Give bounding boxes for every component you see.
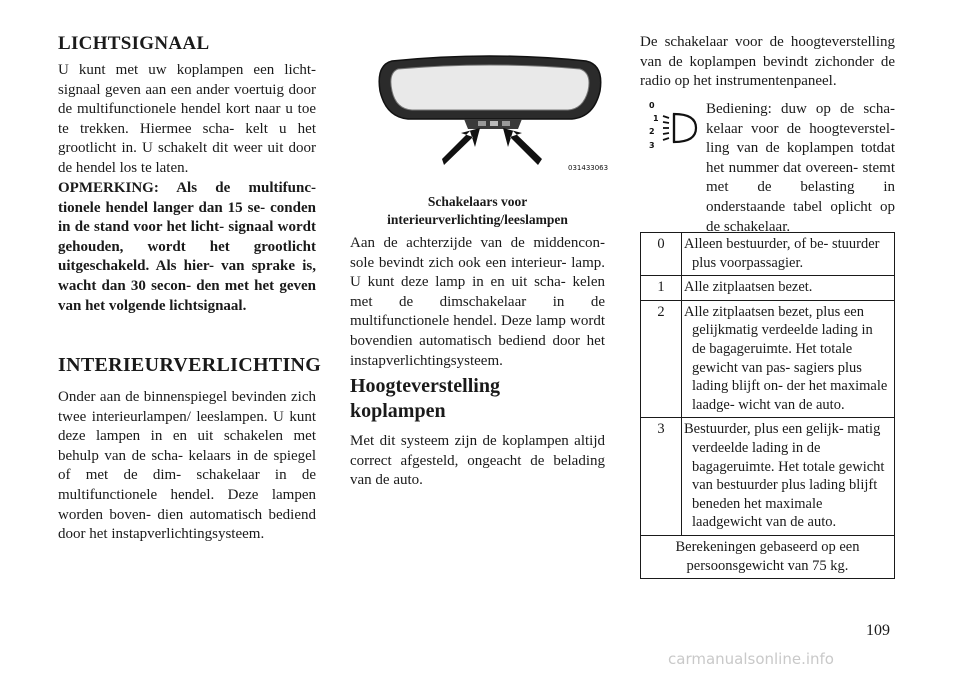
middenconsole-body: Aan de achterzijde van de middencon- sole bevindt zich ook een interieur- lamp. U kunt deze lamp in en uit scha- kelen met de dimschakelaar in de multifunctionele hendel. Deze lamp wordt bovendien automatisch bediend door het instapverlichtingsysteem.	[350, 235, 605, 369]
table-row	[641, 418, 895, 536]
heading-interieurverlichting: INTERIEURVERLICHTING	[58, 354, 322, 376]
page-number: 109	[866, 622, 890, 639]
operation-text: Bediening: duw op de scha- kelaar voor de hoogteverstel- ling van de koplampen totdat het nummer dat overeen- stemt met de belasting in onderstaande tabel oplicht op de schakelaar.	[706, 101, 895, 235]
lichtsignaal-note: OPMERKING: Als de multifunc- tionele hendel langer dan 15 se- conden in de stand voor het licht- signaal wordt gehouden, wordt het grootlicht uitgeschakeld. Als hier- van sprake is, wacht dan 30 secon- den met het geven van het volgende lichtsignaal.	[58, 180, 316, 314]
table-cell-text: Alle zitplaatsen bezet.	[682, 276, 895, 301]
load-table	[640, 232, 895, 579]
interieurverlichting-body: Onder aan de binnenspiegel bevinden zich twee interieurlampen/ leeslampen. U kunt deze lampen in en uit schakelen met behulp van de scha- kelaars in de spiegel of met de dim- schakelaar in de multifunctionele hendel. Deze lampen worden boven- dien automatisch bediend door het instapverlichtingsysteem.	[58, 389, 316, 543]
icon-number-3: 3	[649, 141, 655, 150]
table-cell-text: Alleen bestuurder, of be- stuurder plus voorpassagier.	[682, 233, 895, 276]
table-row	[641, 300, 895, 418]
watermark: carmanualsonline.info	[668, 650, 834, 668]
heading-line-1: Hoogteverstelling	[350, 375, 500, 397]
heading-lichtsignaal: LICHTSIGNAAL	[58, 33, 210, 54]
table-row	[641, 276, 895, 301]
heading-line-2: koplampen	[350, 400, 446, 422]
table-footer: Berekeningen gebaseerd op een persoonsgewicht van 75 kg.	[641, 535, 895, 578]
icon-number-0: 0	[649, 101, 655, 110]
caption-line-2: interieurverlichting/leeslampen	[387, 212, 568, 227]
table-cell-num: 0	[641, 233, 682, 276]
table-cell-num: 3	[641, 418, 682, 536]
caption-line-1: Schakelaars voor	[427, 194, 528, 209]
mirror-illustration	[372, 43, 608, 193]
headlamp-leveling-icon	[644, 100, 700, 156]
heading-hoogteverstelling	[350, 374, 605, 424]
icon-number-1: 1	[653, 114, 659, 123]
table-cell-num: 2	[641, 300, 682, 418]
table-cell-text: Alle zitplaatsen bezet, plus een gelijkmatig verdeelde lading in de bagageruimte. Het totale gewicht van pas- sagiers plus lading blijft on- der het maximale laadge- wicht van de auto.	[682, 300, 895, 418]
figure-code: 031433063	[568, 164, 608, 172]
table-cell-num: 1	[641, 276, 682, 301]
hoogteverstelling-body: Met dit systeem zijn de koplampen altijd correct afgesteld, ongeacht de belading van de auto.	[350, 433, 605, 489]
icon-number-2: 2	[649, 127, 655, 136]
figure-caption	[350, 193, 605, 229]
table-row	[641, 233, 895, 276]
table-cell-text: Bestuurder, plus een gelijk- matig verdeelde lading in de bagageruimte. Het totale gewicht van bestuurder plus lading blijft beneden het maximale laadgewicht van de auto.	[682, 418, 895, 536]
switch-location-text: De schakelaar voor de hoogteverstelling van de koplampen bevindt zichonder de radio op het instrumentenpaneel.	[640, 34, 895, 90]
table-footer-row	[641, 535, 895, 578]
lichtsignaal-body: U kunt met uw koplampen een licht- signaal geven aan een ander voertuig door de multifunctionele hendel kort naar u toe te trekken. Hiermee scha- kelt u het grootlicht in. U schakelt dit weer uit door de hendel los te laten.	[58, 62, 316, 176]
